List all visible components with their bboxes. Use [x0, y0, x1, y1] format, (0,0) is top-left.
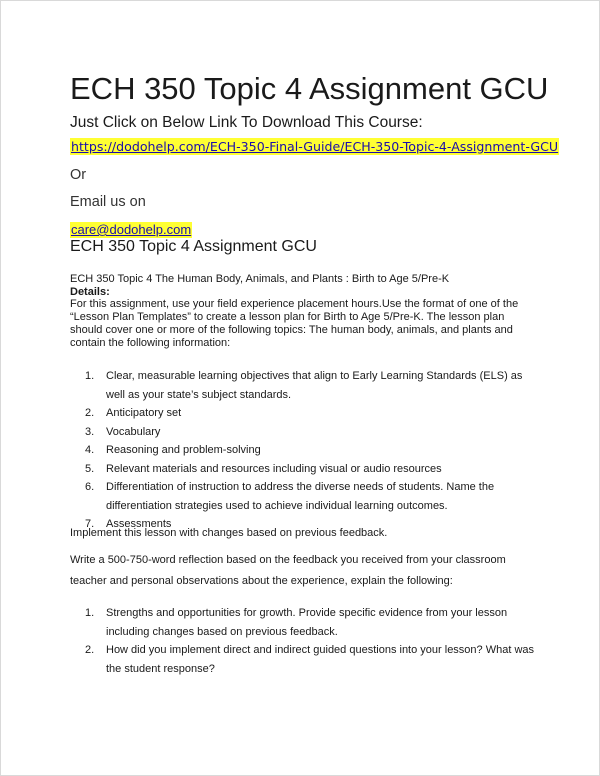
- list-item: 4. Reasoning and problem-solving: [85, 444, 261, 456]
- download-link[interactable]: https://dodohelp.com/ECH-350-Final-Guide/ECH-350-Topic-4-Assignment-GCU: [71, 139, 559, 154]
- list-item: 5. Relevant materials and resources including visual or audio resources: [85, 462, 442, 475]
- list-item: 3. Vocabulary: [85, 425, 161, 438]
- page-title: ECH 350 Topic 4 Assignment GCU: [70, 71, 549, 106]
- list-item: 7. Assessments: [85, 518, 172, 530]
- details-label: Details:: [70, 286, 110, 298]
- email-label: Email us on: [70, 194, 146, 210]
- list-item: 1. Clear, measurable learning objectives that align to Early Learning Standards (ELS) as well as your state’s subject standards.: [85, 370, 523, 401]
- reflection-instruction: Write a 500-750-word reflection based on the feedback you received from your classroom teacher and personal observations about the experience, explain the following:: [70, 554, 506, 587]
- assignment-description: For this assignment, use your field experience placement hours.Use the format of one of the “Lesson Plan Templates” to create a lesson plan for Birth to Age 5/Pre-K. The lesson plan should cover one or more of the following topics: The human body, animals, and plants and contain the following information:: [70, 298, 519, 349]
- list-item: 1. Strengths and opportunities for growth. Provide specific evidence from your lesson including changes based on previous feedback.: [85, 607, 508, 638]
- lesson-plan-requirements-list: [70, 367, 540, 534]
- email-link[interactable]: care@dodohelp.com: [71, 222, 192, 237]
- list-item: 2. How did you implement direct and indirect guided questions into your lesson? What was the student response?: [85, 644, 535, 675]
- or-text: Or: [70, 167, 87, 183]
- implement-instruction: Implement this lesson with changes based on previous feedback.: [70, 527, 388, 539]
- assignment-heading: ECH 350 Topic 4 The Human Body, Animals, and Plants : Birth to Age 5/Pre-K: [70, 273, 450, 285]
- reflection-questions-list: [70, 604, 540, 678]
- download-instruction: Just Click on Below Link To Download This Course:: [70, 114, 423, 131]
- list-item: 2. Anticipatory set: [85, 407, 182, 419]
- list-item: 6. Differentiation of instruction to address the diverse needs of students. Name the differentiation strategies used to achieve individual learning outcomes.: [85, 481, 495, 512]
- section-title: ECH 350 Topic 4 Assignment GCU: [70, 238, 317, 255]
